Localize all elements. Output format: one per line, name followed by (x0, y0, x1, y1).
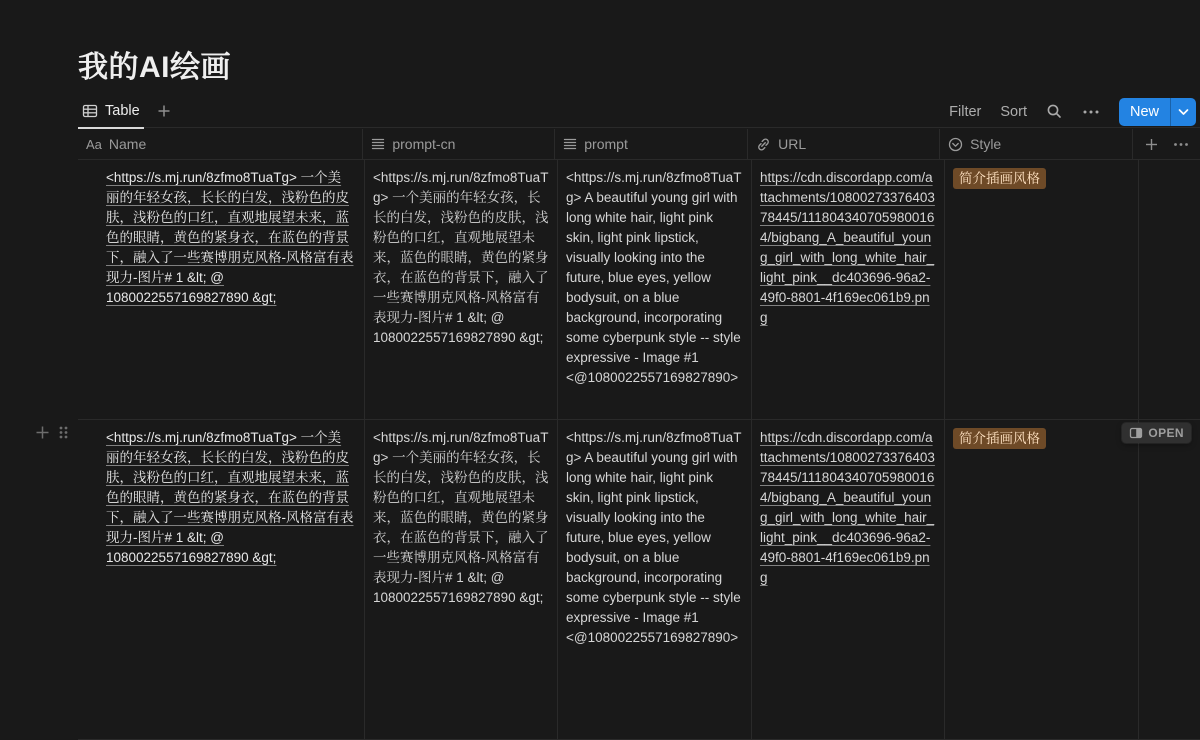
cell-prompt-cn[interactable]: <https://s.mj.run/8zfmo8TuaTg> 一个美丽的年轻女孩，长长的白发，浅粉色的皮肤，浅粉色的口红，直观地展望未来，蓝色的眼睛，黄色的紧身衣，在蓝色的背景下，融入了一些赛博朋克风格-风格富有表现力-图片# 1 &lt; @ 1080022557169827890 &gt; (365, 160, 558, 419)
chevron-down-icon (1178, 108, 1189, 116)
ellipsis-icon (1082, 109, 1100, 115)
sort-button[interactable]: Sort (1000, 103, 1027, 120)
view-tab-bar (78, 95, 1200, 128)
cell-prompt-cn[interactable]: <https://s.mj.run/8zfmo8TuaTg> 一个美丽的年轻女孩，长长的白发，浅粉色的皮肤，浅粉色的口红，直观地展望未来，蓝色的眼睛，黄色的紧身衣，在蓝色的背景下，融入了一些赛博朋克风格-风格富有表现力-图片# 1 &lt; @ 1080022557169827890 &gt; (365, 420, 558, 739)
row-hover-controls (34, 424, 69, 441)
cell-name[interactable]: <https://s.mj.run/8zfmo8TuaTg> 一个美丽的年轻女孩，长长的白发，浅粉色的皮肤，浅粉色的口红，直观地展望未来，蓝色的眼睛，黄色的紧身衣，在蓝色的背景下，融入了一些赛博朋克风格-风格富有表现力-图片# 1 &lt; @ 1080022557169827890 &gt; (78, 420, 365, 739)
new-dropdown-button[interactable] (1171, 108, 1196, 116)
cell-prompt[interactable]: <https://s.mj.run/8zfmo8TuaTg> A beautiful young girl with long white hair, light pink skin, light pink lipstick, visually looking into the future, blue eyes, yellow bodysuit, on a blue background, incorporating some cyberpunk style -- style expressive - Image #1 <@1080022557169827890> (558, 160, 752, 419)
table-options-button[interactable] (1173, 142, 1189, 147)
tab-table-label: Table (105, 102, 140, 119)
row-filler (1139, 420, 1200, 739)
table-header-row (78, 129, 1200, 160)
link-property-icon (756, 137, 771, 152)
more-options-button[interactable] (1082, 109, 1100, 115)
style-tag: 简介插画风格 (953, 168, 1046, 189)
column-header-url-label: URL (778, 136, 807, 152)
column-header-prompt[interactable] (555, 129, 748, 159)
insert-row-button[interactable] (34, 424, 51, 441)
open-row-button[interactable] (1122, 423, 1191, 443)
new-button[interactable] (1119, 98, 1196, 126)
cell-url[interactable]: https://cdn.discordapp.com/attachments/1080027337640378445/1118043407059800164/bigbang_A_beautiful_young_girl_with_long_white_hair_light_pink__dc403696-96a2-49f0-8801-4f169ec061b9.png (752, 420, 945, 739)
style-tag: 简介插画风格 (953, 428, 1046, 449)
plus-icon (34, 424, 51, 441)
column-header-url[interactable] (748, 129, 940, 159)
table-view-icon (82, 103, 98, 119)
column-header-name-label: Name (108, 136, 147, 152)
add-view-button[interactable] (156, 103, 172, 119)
database-table (78, 129, 1200, 645)
page-title: 我的AI绘画 (78, 51, 231, 84)
filter-button[interactable]: Filter (949, 103, 982, 120)
open-peek-icon (1129, 426, 1143, 440)
cell-url[interactable]: https://cdn.discordapp.com/attachments/1080027337640378445/1118043407059800164/bigbang_A_beautiful_young_girl_with_long_white_hair_light_pink__dc403696-96a2-49f0-8801-4f169ec061b9.png (752, 160, 945, 419)
table-header-controls (1133, 129, 1200, 159)
add-column-button[interactable] (1144, 137, 1159, 152)
table-row (78, 160, 1200, 420)
drag-handle-icon (58, 425, 69, 440)
cell-prompt[interactable]: <https://s.mj.run/8zfmo8TuaTg> A beautiful young girl with long white hair, light pink skin, light pink lipstick, visually looking into the future, blue eyes, yellow bodysuit, on a blue background, incorporating some cyberpunk style -- style expressive - Image #1 <@1080022557169827890> (558, 420, 752, 739)
ellipsis-icon (1173, 142, 1189, 147)
column-header-style-label: Style (970, 136, 1002, 152)
drag-row-handle[interactable] (58, 425, 69, 440)
cell-style[interactable] (945, 420, 1139, 739)
plus-icon (1144, 137, 1159, 152)
text-property-icon (371, 137, 385, 151)
column-header-name[interactable] (78, 129, 363, 159)
text-property-icon (563, 137, 577, 151)
column-header-style[interactable] (940, 129, 1133, 159)
cell-style[interactable] (945, 160, 1139, 419)
new-button-label: New (1129, 103, 1159, 120)
column-header-prompt-label: prompt (584, 136, 628, 152)
select-property-icon (948, 137, 963, 152)
table-row (78, 420, 1200, 740)
column-header-prompt-cn-label: prompt-cn (392, 136, 456, 152)
open-row-label: OPEN (1148, 426, 1184, 440)
title-property-icon: Aa (86, 136, 102, 152)
plus-icon (156, 103, 172, 119)
tab-table-view[interactable] (78, 94, 144, 129)
row-filler (1139, 160, 1200, 419)
database-toolbar (949, 95, 1196, 128)
search-icon (1046, 103, 1063, 120)
cell-name[interactable]: <https://s.mj.run/8zfmo8TuaTg> 一个美丽的年轻女孩，长长的白发，浅粉色的皮肤，浅粉色的口红，直观地展望未来，蓝色的眼睛，黄色的紧身衣，在蓝色的背景下，融入了一些赛博朋克风格-风格富有表现力-图片# 1 &lt; @ 1080022557169827890 &gt; (78, 160, 365, 419)
column-header-prompt-cn[interactable] (363, 129, 555, 159)
search-button[interactable] (1046, 103, 1063, 120)
